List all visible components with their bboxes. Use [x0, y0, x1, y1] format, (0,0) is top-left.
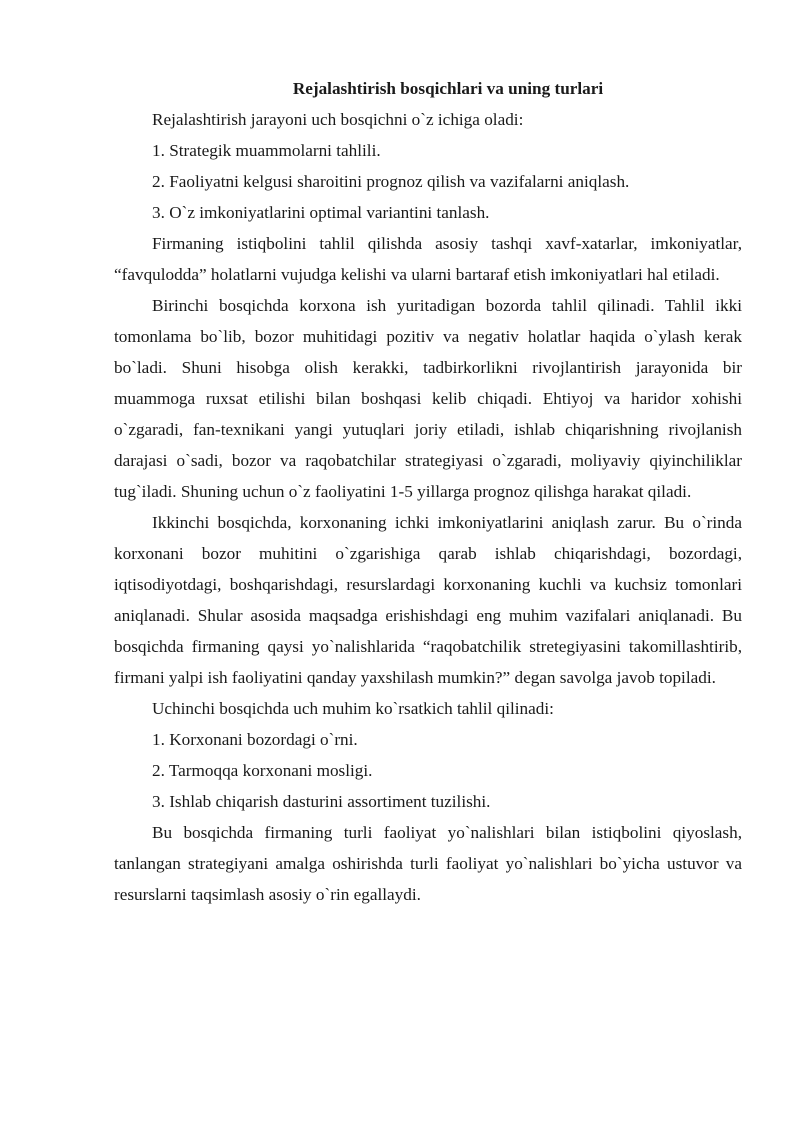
intro-paragraph: Rejalashtirish jarayoni uch bosqichni o`z ichiga oladi:	[152, 110, 524, 129]
stage-item-3: 3. O`z imkoniyatlarini optimal variantini tanlash.	[152, 203, 490, 222]
indicator-item-3: 3. Ishlab chiqarish dasturini assortiment tuzilishi.	[152, 792, 491, 811]
paragraph-5: Bu bosqichda firmaning turli faoliyat yo`nalishlari bilan istiqbolini qiyoslash, tanlangan strategiyani amalga oshirishda turli faoliyat yo`nalishlari bo`yicha ustuvor va resurslarni taqsimlash asosiy o`rin egallaydi.	[114, 823, 742, 904]
document-title: Rejalashtirish bosqichlari va uning turlari	[292, 79, 604, 98]
paragraph-4: Uchinchi bosqichda uch muhim ko`rsatkich tahlil qilinadi:	[152, 699, 554, 718]
paragraph-1: Firmaning istiqbolini tahlil qilishda asosiy tashqi xavf-xatarlar, imkoniyatlar, “favqulodda” holatlarni vujudga kelishi va ularni bartaraf etish imkoniyatlari hal etiladi.	[114, 234, 742, 284]
stage-item-2: 2. Faoliyatni kelgusi sharoitini prognoz qilish va vazifalarni aniqlash.	[152, 172, 630, 191]
stage-item-1: 1. Strategik muammolarni tahlili.	[152, 141, 381, 160]
paragraph-3: Ikkinchi bosqichda, korxonaning ichki imkoniyatlarini aniqlash zarur. Bu o`rinda korxonani bozor muhitini o`zgarishiga qarab ishlab chiqarishdagi, bozordagi, iqtisodiyotdagi, boshqarishdagi, resurslardagi korxonaning kuchli va kuchsiz tomonlari aniqlanadi. Shular asosida maqsadga erishishdagi eng muhim vazifalari aniqlanadi. Bu bosqichda firmaning qaysi yo`nalishlarida “raqobatchilik stretegiyasini takomillashtirib, firmani yalpi ish faoliyatini qanday yaxshilash mumkin?” degan savolga javob topiladi.	[114, 513, 742, 687]
document-page	[114, 73, 742, 910]
indicator-item-2: 2. Tarmoqqa korxonani mosligi.	[152, 761, 373, 780]
paragraph-2: Birinchi bosqichda korxona ish yuritadigan bozorda tahlil qilinadi. Tahlil ikki tomonlama bo`lib, bozor muhitidagi pozitiv va negativ holatlar haqida o`ylash kerak bo`ladi. Shuni hisobga olish kerakki, tadbirkorlikni rivojlantirish jarayonida bir muammoga ruxsat etilishi bilan boshqasi kelib chiqadi. Ehtiyoj va haridor xohishi o`zgaradi, fan-texnikani yangi yutuqlari joriy etiladi, ishlab chiqarishning rivojlanish darajasi o`sadi, bozor va raqobatchilar strategiyasi o`zgaradi, moliyaviy qiyinchiliklar tug`iladi. Shuning uchun o`z faoliyatini 1-5 yillarga prognoz qilishga harakat qiladi.	[114, 296, 742, 501]
indicator-item-1: 1. Korxonani bozordagi o`rni.	[152, 730, 358, 749]
